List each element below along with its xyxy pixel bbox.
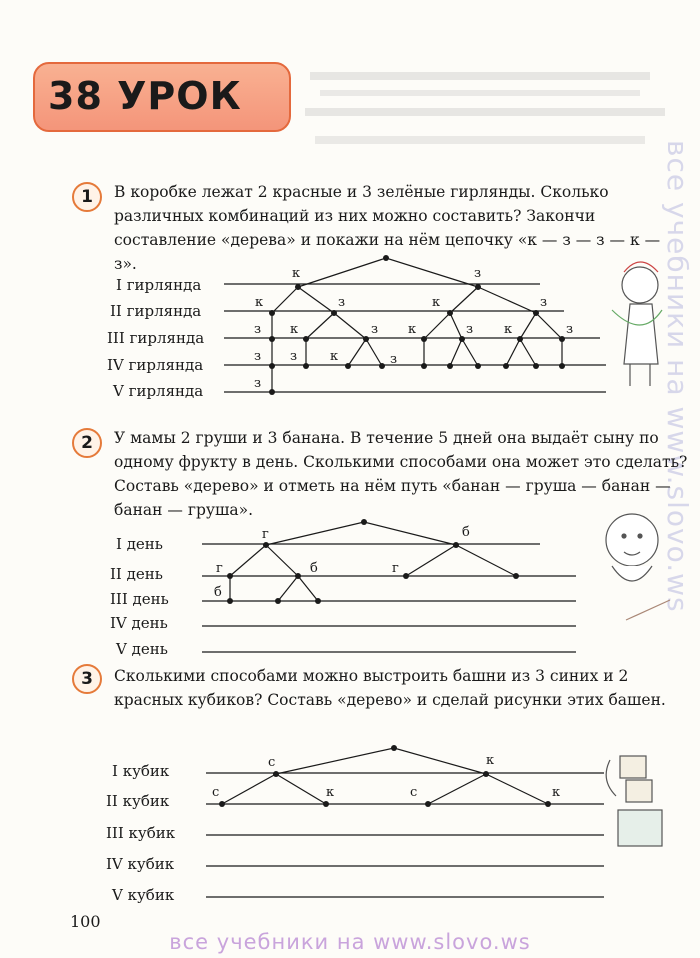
- task-1-tree-node: [559, 336, 565, 342]
- task-1-tree-node: [517, 336, 523, 342]
- task-2-tree-edge: [406, 545, 456, 576]
- task-1-node-label: з: [254, 322, 262, 337]
- task-1-tree-edge: [536, 313, 562, 339]
- task-1-tree-node: [421, 363, 427, 369]
- task-2-node-label: г: [216, 561, 223, 576]
- task-3-node-label: с: [410, 785, 418, 800]
- task-2-tree-node: [227, 598, 233, 604]
- task-2-text: У мамы 2 груши и 3 банана. В течение 5 дней она выдаёт сыну по одному фрукту в день. Сколькими способами она может это сделать? Составь «дерево» и отметь на нём путь «банан — груша — банан — банан — груша».: [114, 429, 688, 519]
- task-1-node-label: к: [330, 349, 339, 364]
- task-1-node-label: к: [290, 322, 299, 337]
- task-3-level-3: III кубик: [106, 824, 176, 842]
- task-1-node-label: з: [540, 295, 548, 310]
- task-1-tree-node: [533, 363, 539, 369]
- task-2-tree-node: [403, 573, 409, 579]
- task-1-node-label: з: [338, 295, 346, 310]
- task-3-tree-edge: [276, 748, 486, 774]
- task-3-tree-edge: [222, 774, 276, 804]
- task-3-tree-edge: [486, 774, 548, 804]
- footer-watermark: все учебники на www.slovo.ws: [169, 930, 531, 954]
- task-2-tree-node: [513, 573, 519, 579]
- task-1-tree-edge: [520, 313, 536, 339]
- task-2-level-3: III день: [110, 590, 169, 608]
- task-1-level-3: III гирлянда: [107, 329, 205, 347]
- task-3-tree-node: [483, 771, 489, 777]
- task-3-level-5: V кубик: [112, 886, 175, 904]
- task-3-node-label: к: [326, 785, 335, 800]
- task-1-tree-node: [345, 363, 351, 369]
- task-2-node-label: б: [462, 525, 470, 540]
- task-1-node-label: з: [254, 349, 262, 364]
- task-2-tree-node: [361, 519, 367, 525]
- task-1-level-4: IV гирлянда: [107, 356, 204, 374]
- task-2-tree-edge: [266, 522, 456, 545]
- task-3-number: 3: [72, 664, 102, 694]
- task-1-node-label: к: [292, 266, 301, 281]
- task-2-tree-edge: [456, 545, 516, 576]
- task-1-node-label: к: [408, 322, 417, 337]
- task-2-node-label: г: [262, 527, 269, 542]
- task-3-tree-node: [273, 771, 279, 777]
- task-1-tree-edge: [272, 287, 298, 313]
- task-1-node-label: к: [255, 295, 264, 310]
- task-3-level-1: I кубик: [112, 762, 170, 780]
- task-1-text: В коробке лежат 2 красные и 3 зелёные гирлянды. Сколько различных комбинаций из них можно составить? Закончи составление «дерева» и покажи на нём цепочку «к — з — з — к — з».: [114, 183, 661, 273]
- task-1-node-label: к: [432, 295, 441, 310]
- task-1-tree-edge: [298, 287, 334, 313]
- task-2-tree-node: [453, 542, 459, 548]
- task-1-tree-node: [363, 336, 369, 342]
- page-number: 100: [70, 912, 101, 931]
- task-1-tree-node: [295, 284, 301, 290]
- task-3-node-label: с: [268, 755, 276, 770]
- task-1-node-label: з: [566, 322, 574, 337]
- task-1-tree-node: [533, 310, 539, 316]
- task-1-tree-node: [447, 363, 453, 369]
- task-1-node-label: з: [466, 322, 474, 337]
- task-2-tree-edge: [278, 576, 298, 601]
- task-1-tree-node: [475, 363, 481, 369]
- task-1-tree-node: [331, 310, 337, 316]
- task-1-tree-node: [269, 336, 275, 342]
- task-2-tree-node: [295, 573, 301, 579]
- task-3-node-label: с: [212, 785, 220, 800]
- task-1-tree-edge: [298, 258, 478, 287]
- task-3-text: Сколькими способами можно выстроить башни из 3 синих и 2 красных кубиков? Составь «дерево» и сделай рисунки этих башен.: [114, 667, 666, 709]
- task-3-tree-node: [219, 801, 225, 807]
- task-1-tree-node: [379, 363, 385, 369]
- task-2-node-label: г: [392, 561, 399, 576]
- task-3-level-2: II кубик: [106, 792, 170, 810]
- task-3-tree-node: [545, 801, 551, 807]
- task-1-tree-edge: [478, 287, 536, 313]
- task-1-tree-edge: [462, 339, 478, 366]
- task-2-level-2: II день: [110, 565, 163, 583]
- task-3-node-label: к: [486, 753, 495, 768]
- task-2-node-label: б: [310, 561, 318, 576]
- task-1-tree-edge: [334, 313, 366, 339]
- task-1-tree-edge: [506, 339, 520, 366]
- task-1-tree-edge: [520, 339, 536, 366]
- task-1-node-label: з: [254, 376, 262, 391]
- task-1-tree-edge: [424, 313, 450, 339]
- task-1-node-label: з: [474, 266, 482, 281]
- task-1-node-label: з: [290, 349, 298, 364]
- task-1-tree-edge: [450, 287, 478, 313]
- task-1-tree-node: [383, 255, 389, 261]
- task-1-tree-node: [447, 310, 453, 316]
- task-1-tree-edge: [366, 339, 382, 366]
- task-2-tree-edge: [266, 545, 298, 576]
- task-2-level-5: V день: [116, 640, 168, 658]
- task-2-tree-node: [227, 573, 233, 579]
- task-1-level-5: V гирлянда: [113, 382, 204, 400]
- task-1-node-label: з: [371, 322, 379, 337]
- task-2-tree-edge: [230, 545, 266, 576]
- task-2-number: 2: [72, 428, 102, 458]
- task-3-tree-node: [391, 745, 397, 751]
- task-1-level-1: I гирлянда: [116, 276, 202, 294]
- task-1-tree-node: [269, 310, 275, 316]
- task-2-node-label: б: [214, 585, 222, 600]
- task-2-tree-node: [315, 598, 321, 604]
- task-2-level-1: I день: [116, 535, 163, 553]
- task-2-tree-edge: [298, 576, 318, 601]
- task-1-tree-node: [459, 336, 465, 342]
- task-1-tree-node: [421, 336, 427, 342]
- task-1-level-2: II гирлянда: [110, 302, 202, 320]
- task-3-node-label: к: [552, 785, 561, 800]
- task-1-tree-node: [269, 389, 275, 395]
- task-1-tree-node: [559, 363, 565, 369]
- task-1-tree-edge: [450, 339, 462, 366]
- lesson-title: 38 УРОК: [48, 74, 242, 118]
- boy-eating-banana-illustration: [606, 514, 670, 620]
- side-watermark: все учебники на www.slovo.ws: [661, 140, 694, 613]
- task-1-tree-node: [303, 363, 309, 369]
- task-1-tree-node: [269, 363, 275, 369]
- girl-with-garland-illustration: [612, 262, 662, 386]
- task-3-tree-node: [323, 801, 329, 807]
- task-1-node-label: к: [504, 322, 513, 337]
- task-3-level-4: IV кубик: [106, 855, 175, 873]
- task-3-tree-node: [425, 801, 431, 807]
- task-2-level-4: IV день: [110, 614, 168, 632]
- task-2-tree-node: [263, 542, 269, 548]
- task-1-tree-node: [503, 363, 509, 369]
- towers-cubes-illustration: [606, 756, 662, 846]
- task-1-tree-edge: [450, 313, 462, 339]
- task-1-tree-edge: [306, 313, 334, 339]
- task-3-tree-edge: [428, 774, 486, 804]
- task-1-tree-node: [303, 336, 309, 342]
- task-1-tree-edge: [348, 339, 366, 366]
- task-1-tree-node: [475, 284, 481, 290]
- task-1-node-label: з: [390, 352, 398, 367]
- task-3-tree-edge: [276, 774, 326, 804]
- task-2-tree-node: [275, 598, 281, 604]
- task-1-number: 1: [72, 182, 102, 212]
